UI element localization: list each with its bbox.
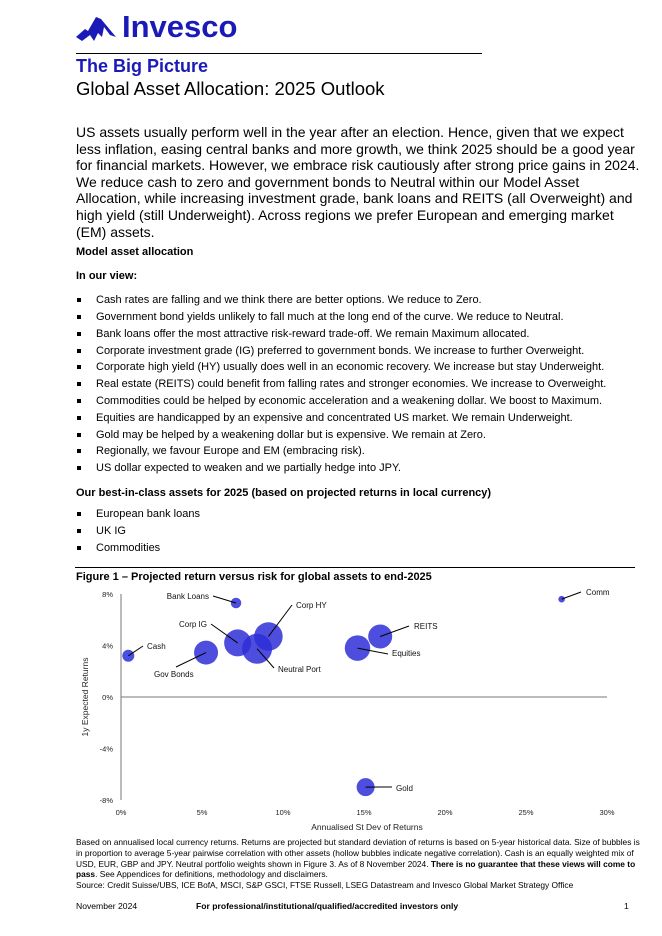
bubble-chart (75, 585, 635, 835)
x-tick-label: 20% (437, 808, 453, 818)
list-item: Commodities could be helped by economic acceleration and a weakening dollar. We boost to Maximum. (76, 393, 645, 410)
section-heading-best-in-class: Our best-in-class assets for 2025 (based on projected returns in local currency) (76, 486, 492, 499)
y-tick-label: 4% (102, 641, 113, 651)
y-tick-label: -4% (99, 744, 113, 754)
leader-line-comm (562, 592, 581, 599)
header-divider (76, 53, 482, 54)
invesco-logo (76, 10, 237, 44)
list-item: Equities are handicapped by an expensive and concentrated US market. We remain Underweight. (76, 410, 645, 427)
list-item: Bank loans offer the most attractive risk-reward trade-off. We remain Maximum allocated. (76, 326, 645, 343)
bubble-label-reits: REITS (414, 622, 438, 632)
list-item: Commodities (76, 540, 645, 557)
series-title: The Big Picture (76, 56, 209, 76)
notes-tail: . See Appendices for definitions, methodology and disclaimers. (95, 869, 328, 880)
list-item: Government bond yields unlikely to fall much at the long end of the curve. We reduce to Neutral. (76, 309, 645, 326)
list-item: UK IG (76, 523, 645, 540)
page-body (75, 124, 645, 890)
list-item: US dollar expected to weaken and we partially hedge into JPY. (76, 460, 645, 477)
list-item: Cash rates are falling and we think there are better options. We reduce to Zero. (76, 292, 645, 309)
list-item: Real estate (REITS) could benefit from falling rates and stronger economies. We increase to Overweight. (76, 376, 645, 393)
notes-text: Based on annualised local currency returns. Returns are projected but standard deviation of returns is based on 5-year historical data. Size of bubbles is in proportion to average 5-year pairwise correlation with other assets (hollow bubbles indicate negative correlation). Cash is an equally weighted mix of USD, EUR, GBP and JPY. Neutral portfolio weights shown in Figure 3. As of 8 November 2024. (76, 837, 640, 869)
bubble-label-corp-hy: Corp HY (296, 601, 327, 611)
list-item: Regionally, we favour Europe and EM (embracing risk). (76, 443, 645, 460)
view-bullet-list (76, 292, 645, 477)
x-tick-label: 5% (196, 808, 208, 818)
page-title: Global Asset Allocation: 2025 Outlook (76, 78, 385, 99)
y-tick-label: -8% (99, 796, 113, 806)
best-in-class-list (76, 506, 645, 556)
section-subheading-view: In our view: (76, 270, 138, 283)
bubble-label-gov-bonds: Gov Bonds (154, 670, 194, 680)
y-tick-label: 0% (102, 693, 113, 703)
x-tick-label: 15% (356, 808, 372, 818)
bubble-label-gold: Gold (396, 784, 413, 794)
section-heading-model-allocation: Model asset allocation (76, 246, 194, 259)
logo-wordmark: Invesco (122, 9, 238, 44)
list-item: Gold may be helped by a weakening dollar but is expensive. We remain at Zero. (76, 427, 645, 444)
figure-notes (76, 837, 644, 890)
bubble-label-neutral-port: Neutral Port (278, 665, 321, 675)
bubble-label-bank-loans: Bank Loans (166, 592, 209, 602)
notes-disclaimer: There is no guarantee that these views will come to pass (76, 858, 636, 880)
y-axis-label: 1y Expected Returns (80, 657, 90, 737)
list-item: Corporate investment grade (IG) preferred to government bonds. We increase to further Overweight. (76, 343, 645, 360)
list-item: Corporate high yield (HY) usually does well in an economic recovery. We increase but stay Underweight. (76, 359, 645, 376)
bubble-label-comm: Comm (586, 588, 610, 598)
mountain-logo-icon (76, 13, 118, 41)
x-tick-label: 25% (518, 808, 534, 818)
footer-date: November 2024 (76, 901, 138, 911)
bubble-label-cash: Cash (147, 642, 166, 652)
figure-title: Figure 1 – Projected return versus risk for global assets to end-2025 (76, 571, 432, 584)
page-number: 1 (624, 901, 629, 911)
notes-source: Source: Credit Suisse/UBS, ICE BofA, MSCI, S&P GSCI, FTSE Russell, LSEG Datastream and Invesco Global Market Strategy Office (76, 879, 574, 890)
x-tick-label: 30% (599, 808, 615, 818)
y-tick-label: 8% (102, 590, 113, 600)
x-tick-label: 10% (275, 808, 291, 818)
x-axis-label: Annualised St Dev of Returns (311, 822, 423, 833)
bubble-label-corp-ig: Corp IG (178, 620, 207, 630)
intro-paragraph: US assets usually perform well in the year after an election. Hence, given that we expect less inflation, easing central banks and more growth, we think 2025 should be a good year for financial markets. However, we embrace risk cautiously after strong price gains in 2024. We reduce cash to zero and government bonds to Neutral within our Model Asset Allocation, while increasing investment grade, bank loans and REITS (all Overweight) and high yield (still Underweight). Across regions we prefer European and emerging market (EM) assets. (76, 124, 640, 240)
bubble-label-equities: Equities (392, 649, 421, 659)
footer-disclaimer: For professional/institutional/qualified/accredited investors only (196, 901, 459, 911)
list-item: European bank loans (76, 506, 645, 523)
figure-divider (75, 567, 635, 568)
x-tick-label: 0% (115, 808, 127, 818)
